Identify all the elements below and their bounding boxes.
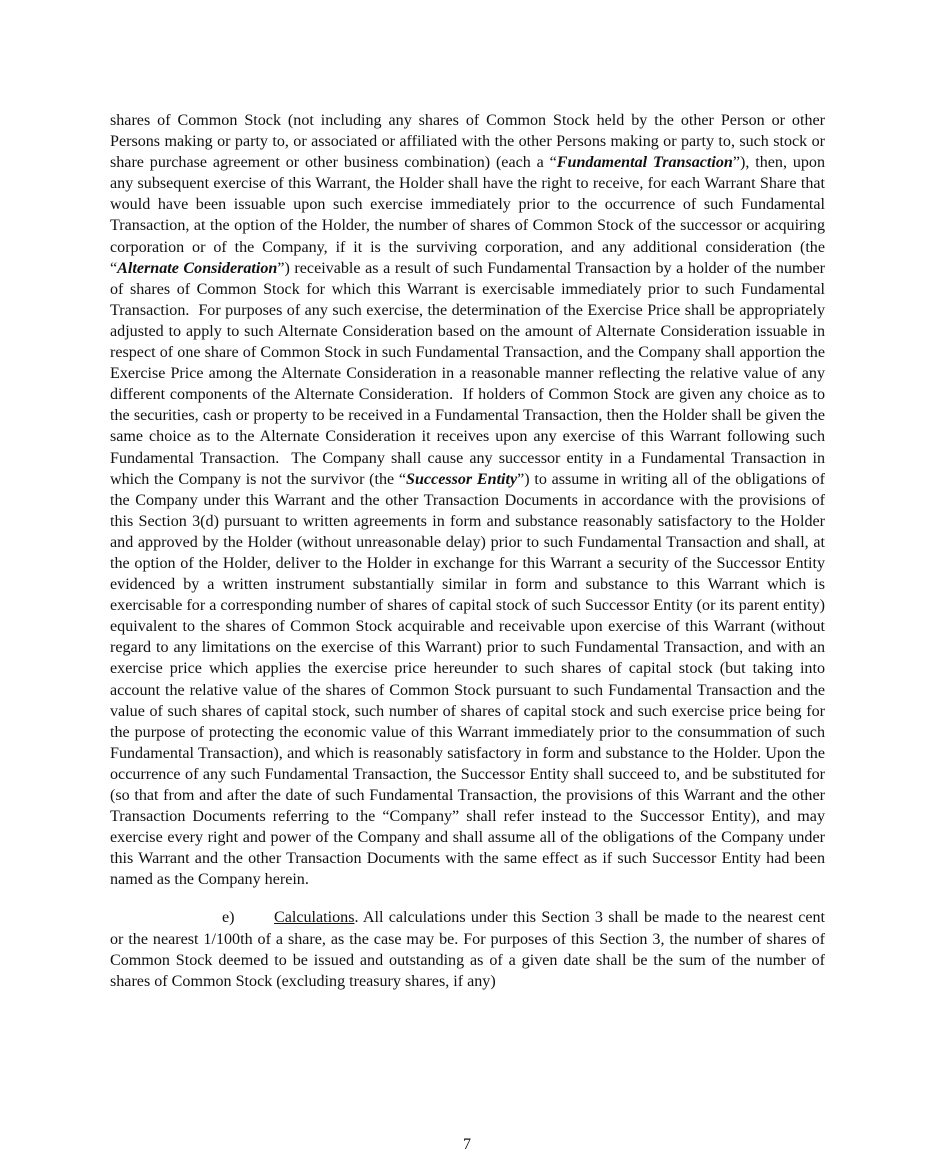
- defined-term-successor-entity: Successor Entity: [406, 470, 518, 488]
- paragraph-calculations: [110, 907, 825, 991]
- paragraph-text: shares of Common Stock (not including any shares of Common Stock held by the other Person or other Persons making or party to, or associated or affiliated with the other Persons making or party to, such stock or share purchase agreement or other business combination) (each a “: [110, 112, 825, 172]
- defined-term-alternate-consideration: Alternate Consideration: [117, 259, 278, 277]
- paragraph-text: ”), then, upon any subsequent exercise of this Warrant, the Holder shall have the right to receive, for each Warrant Share that would have been issuable upon such exercise immediately prior to the occurrence of such Fundamental Transaction, at the option of the Holder, the number of shares of Common Stock of the successor or acquiring corporation or of the Company, if it is the surviving corporation, and any additional consideration (the “: [110, 154, 826, 277]
- paragraph-text: ”) to assume in writing all of the obligations of the Company under this Warrant and the other Transaction Documents in accordance with the provisions of this Section 3(d) pursuant to written agreements in form and substance reasonably satisfactory to the Holder and approved by the Holder (without unreasonable delay) prior to such Fundamental Transaction and shall, at the option of the Holder, deliver to the Holder in exchange for this Warrant a security of the Successor Entity evidenced by a written instrument substantially similar in form and substance to this Warrant which is exercisable for a corresponding number of shares of capital stock of such Successor Entity (or its parent entity) equivalent to the shares of Common Stock acquirable and receivable upon exercise of this Warrant (without regard to any limitations on the exercise of this Warrant) prior to such Fundamental Transaction, and with an exercise price which applies the exercise price hereunder to such shares of capital stock (but taking into account the relative value of the shares of Common Stock pursuant to such Fundamental Transaction and the value of such shares of capital stock, such number of shares of capital stock and such exercise price being for the purpose of protecting the economic value of this Warrant immediately prior to the consummation of such Fundamental Transaction), and which is reasonably satisfactory in form and substance to the Holder. Upon the occurrence of any such Fundamental Transaction, the Successor Entity shall succeed to, and be substituted for (so that from and after the date of such Fundamental Transaction, the provisions of this Warrant and the other Transaction Documents referring to the “Company” shall refer instead to the Successor Entity), and may exercise every right and power of the Company and shall assume all of the obligations of the Company under this Warrant and the other Transaction Documents with the same effect as if such Successor Entity had been named as the Company herein.: [110, 470, 826, 889]
- defined-term-fundamental-transaction: Fundamental Transaction: [556, 154, 733, 172]
- page-number: 7: [463, 1136, 471, 1153]
- paragraph-fundamental-transaction: [110, 110, 825, 890]
- subsection-label: e): [222, 909, 235, 927]
- paragraph-text: ”) receivable as a result of such Fundamental Transaction by a holder of the number of shares of Common Stock for which this Warrant is exercisable immediately prior to such Fundamental Transaction. For purposes of any such exercise, the determination of the Exercise Price shall be appropriately adjusted to apply to such Alternate Consideration based on the amount of Alternate Consideration issuable in respect of one share of Common Stock in such Fundamental Transaction, and the Company shall apportion the Exercise Price among the Alternate Consideration in a reasonable manner reflecting the relative value of any different components of the Alternate Consideration. If holders of Common Stock are given any choice as to the securities, cash or property to be received in a Fundamental Transaction, then the Holder shall be given the same choice as to the Alternate Consideration it receives upon any exercise of this Warrant following such Fundamental Transaction. The Company shall cause any successor entity in a Fundamental Transaction in which the Company is not the survivor (the “: [110, 259, 825, 488]
- subsection-heading: Calculations: [274, 909, 355, 927]
- body-text: [110, 110, 825, 992]
- paragraph-text: . All calculations under this Section 3 shall be made to the nearest cent or the nearest 1/100th of a share, as the case may be. For purposes of this Section 3, the number of shares of Common Stock deemed to be issued and outstanding as of a given date shall be the sum of the number of shares of Common Stock (excluding treasury shares, if any): [110, 909, 825, 990]
